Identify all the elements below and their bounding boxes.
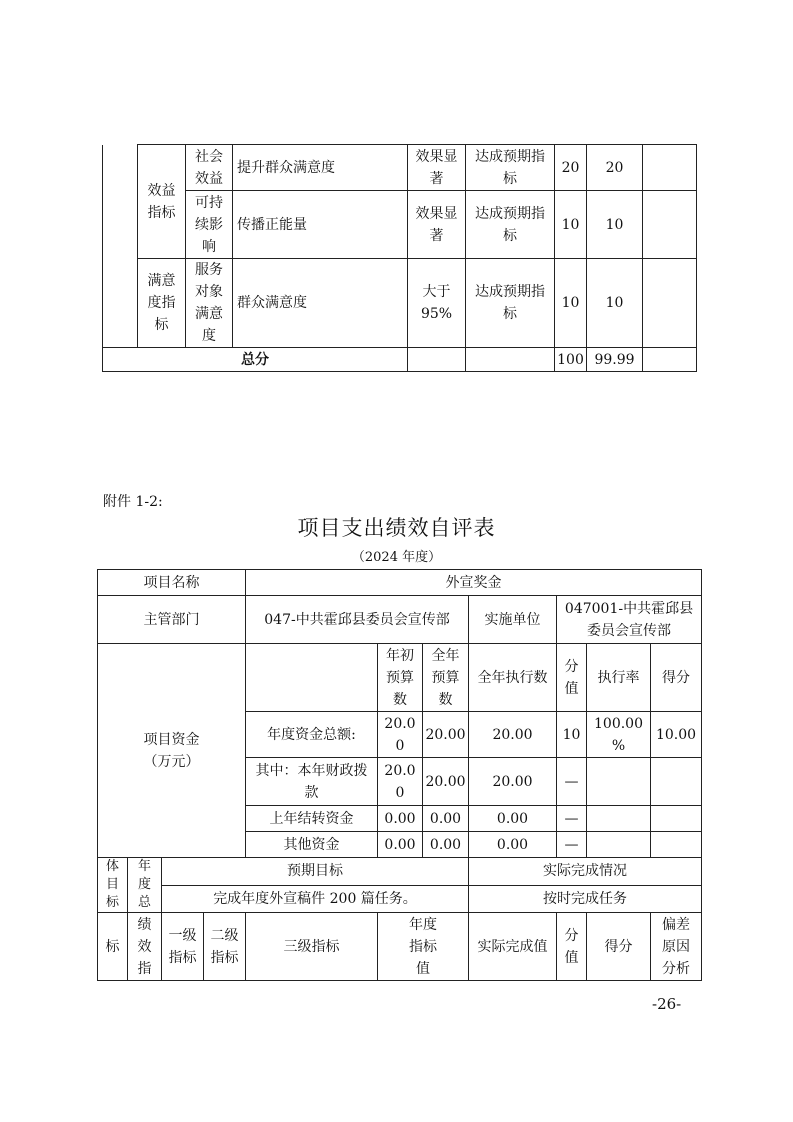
impl-value: 047001-中共霍邱县 委员会宣传部 bbox=[557, 596, 702, 644]
score-cell: 10 bbox=[587, 191, 643, 259]
weight-value: 10 bbox=[557, 712, 587, 758]
blank-cell bbox=[466, 348, 555, 372]
actual-value-cell: 达成预期指 标 bbox=[466, 145, 555, 191]
target-value-cell: 效果显 著 bbox=[408, 145, 466, 191]
page-title: 项目支出绩效自评表 bbox=[297, 516, 496, 540]
project-self-evaluation-table bbox=[97, 569, 702, 981]
score-value bbox=[651, 832, 702, 858]
impl-label: 实施单位 bbox=[469, 596, 557, 644]
target-value-cell: 大于 95% bbox=[408, 259, 466, 348]
rate-value bbox=[587, 758, 651, 806]
indicator-level2-cell: 服务 对象 满意 度 bbox=[186, 259, 233, 348]
fund-label: 其中：本年财政拨 款 bbox=[246, 758, 378, 806]
indicator-side-label-a: 标 bbox=[98, 913, 128, 981]
goal-header-row bbox=[98, 858, 702, 886]
level1-indicator-header: 一级 指标 bbox=[162, 913, 204, 981]
rate-value bbox=[587, 832, 651, 858]
total-score: 99.99 bbox=[587, 348, 643, 372]
project-name-label: 项目名称 bbox=[98, 570, 246, 596]
total-weight: 100 bbox=[555, 348, 587, 372]
goal-side-label-a: 体 目 标 bbox=[98, 858, 128, 913]
weight-value: — bbox=[557, 832, 587, 858]
target-value-cell: 效果显 著 bbox=[408, 191, 466, 259]
initial-budget-value: 20.0 0 bbox=[378, 758, 423, 806]
indicator-header-row bbox=[98, 913, 702, 981]
remark-cell bbox=[643, 191, 697, 259]
table-row bbox=[98, 596, 702, 644]
remark-cell bbox=[643, 259, 697, 348]
executed-value: 0.00 bbox=[469, 832, 557, 858]
indicator-level2-cell: 可持 续影 响 bbox=[186, 191, 233, 259]
expected-goal-value: 完成年度外宣稿件 200 篇任务。 bbox=[162, 885, 469, 913]
page-subtitle: （2024 年度） bbox=[351, 550, 442, 565]
annual-budget-header: 全年 预算 数 bbox=[423, 644, 469, 712]
blank-cell bbox=[408, 348, 466, 372]
performance-indicator-table-continued bbox=[102, 144, 697, 372]
rate-value: 100.00 % bbox=[587, 712, 651, 758]
score-header: 得分 bbox=[651, 644, 702, 712]
score-value bbox=[651, 806, 702, 832]
blank-cell bbox=[246, 644, 378, 712]
weight-cell: 20 bbox=[555, 145, 587, 191]
score-cell: 10 bbox=[587, 259, 643, 348]
blank-cell bbox=[643, 348, 697, 372]
annual-budget-value: 20.00 bbox=[423, 712, 469, 758]
executed-header: 全年执行数 bbox=[469, 644, 557, 712]
funds-label: 项目资金 （万元） bbox=[98, 644, 246, 858]
actual-value-header: 实际完成值 bbox=[469, 913, 557, 981]
annual-indicator-value-header: 年度 指标 值 bbox=[378, 913, 469, 981]
fund-label: 上年结转资金 bbox=[246, 806, 378, 832]
rate-value bbox=[587, 806, 651, 832]
actual-completion-value: 按时完成任务 bbox=[469, 885, 702, 913]
page-number: -26- bbox=[652, 995, 682, 1013]
expected-goal-label: 预期目标 bbox=[162, 858, 469, 886]
score-header: 得分 bbox=[587, 913, 651, 981]
goal-row bbox=[98, 885, 702, 913]
indicator-level2-cell: 社会 效益 bbox=[186, 145, 233, 191]
initial-budget-header: 年初 预算 数 bbox=[378, 644, 423, 712]
remark-cell bbox=[643, 145, 697, 191]
indicator-level1-cell: 效益 指标 bbox=[138, 145, 186, 259]
annual-budget-value: 0.00 bbox=[423, 806, 469, 832]
weight-value: — bbox=[557, 806, 587, 832]
table-row bbox=[98, 570, 702, 596]
dept-label: 主管部门 bbox=[98, 596, 246, 644]
total-row bbox=[103, 348, 697, 372]
initial-budget-value: 0.00 bbox=[378, 806, 423, 832]
level3-indicator-header: 三级指标 bbox=[246, 913, 378, 981]
weight-cell: 10 bbox=[555, 191, 587, 259]
score-cell: 20 bbox=[587, 145, 643, 191]
fund-header-row bbox=[98, 644, 702, 712]
actual-value-cell: 达成预期指 标 bbox=[466, 191, 555, 259]
weight-value: — bbox=[557, 758, 587, 806]
executed-value: 0.00 bbox=[469, 806, 557, 832]
weight-header: 分 值 bbox=[557, 913, 587, 981]
weight-header: 分 值 bbox=[557, 644, 587, 712]
indicator-level1-cell: 满意 度指 标 bbox=[138, 259, 186, 348]
indicator-level3-cell: 群众满意度 bbox=[233, 259, 408, 348]
table-row bbox=[103, 191, 697, 259]
actual-completion-label: 实际完成情况 bbox=[469, 858, 702, 886]
dept-value: 047-中共霍邱县委员会宣传部 bbox=[246, 596, 469, 644]
score-value bbox=[651, 758, 702, 806]
project-name-value: 外宣奖金 bbox=[246, 570, 702, 596]
initial-budget-value: 0.00 bbox=[378, 832, 423, 858]
goal-side-label-b: 年 度 总 bbox=[128, 858, 162, 913]
executed-value: 20.00 bbox=[469, 758, 557, 806]
initial-budget-value: 20.0 0 bbox=[378, 712, 423, 758]
deviation-analysis-header: 偏差 原因 分析 bbox=[651, 913, 702, 981]
actual-value-cell: 达成预期指 标 bbox=[466, 259, 555, 348]
score-value: 10.00 bbox=[651, 712, 702, 758]
annual-budget-value: 0.00 bbox=[423, 832, 469, 858]
level2-indicator-header: 二级 指标 bbox=[204, 913, 246, 981]
indicator-level3-cell: 提升群众满意度 bbox=[233, 145, 408, 191]
indicator-level3-cell: 传播正能量 bbox=[233, 191, 408, 259]
executed-value: 20.00 bbox=[469, 712, 557, 758]
blank-cell bbox=[103, 145, 138, 348]
table-row bbox=[103, 145, 697, 191]
attachment-label: 附件 1-2: bbox=[103, 494, 163, 510]
indicator-side-label-b: 绩 效 指 bbox=[128, 913, 162, 981]
annual-budget-value: 20.00 bbox=[423, 758, 469, 806]
fund-label: 其他资金 bbox=[246, 832, 378, 858]
rate-header: 执行率 bbox=[587, 644, 651, 712]
fund-label: 年度资金总额: bbox=[246, 712, 378, 758]
total-label: 总分 bbox=[103, 348, 408, 372]
table-row bbox=[103, 259, 697, 348]
weight-cell: 10 bbox=[555, 259, 587, 348]
